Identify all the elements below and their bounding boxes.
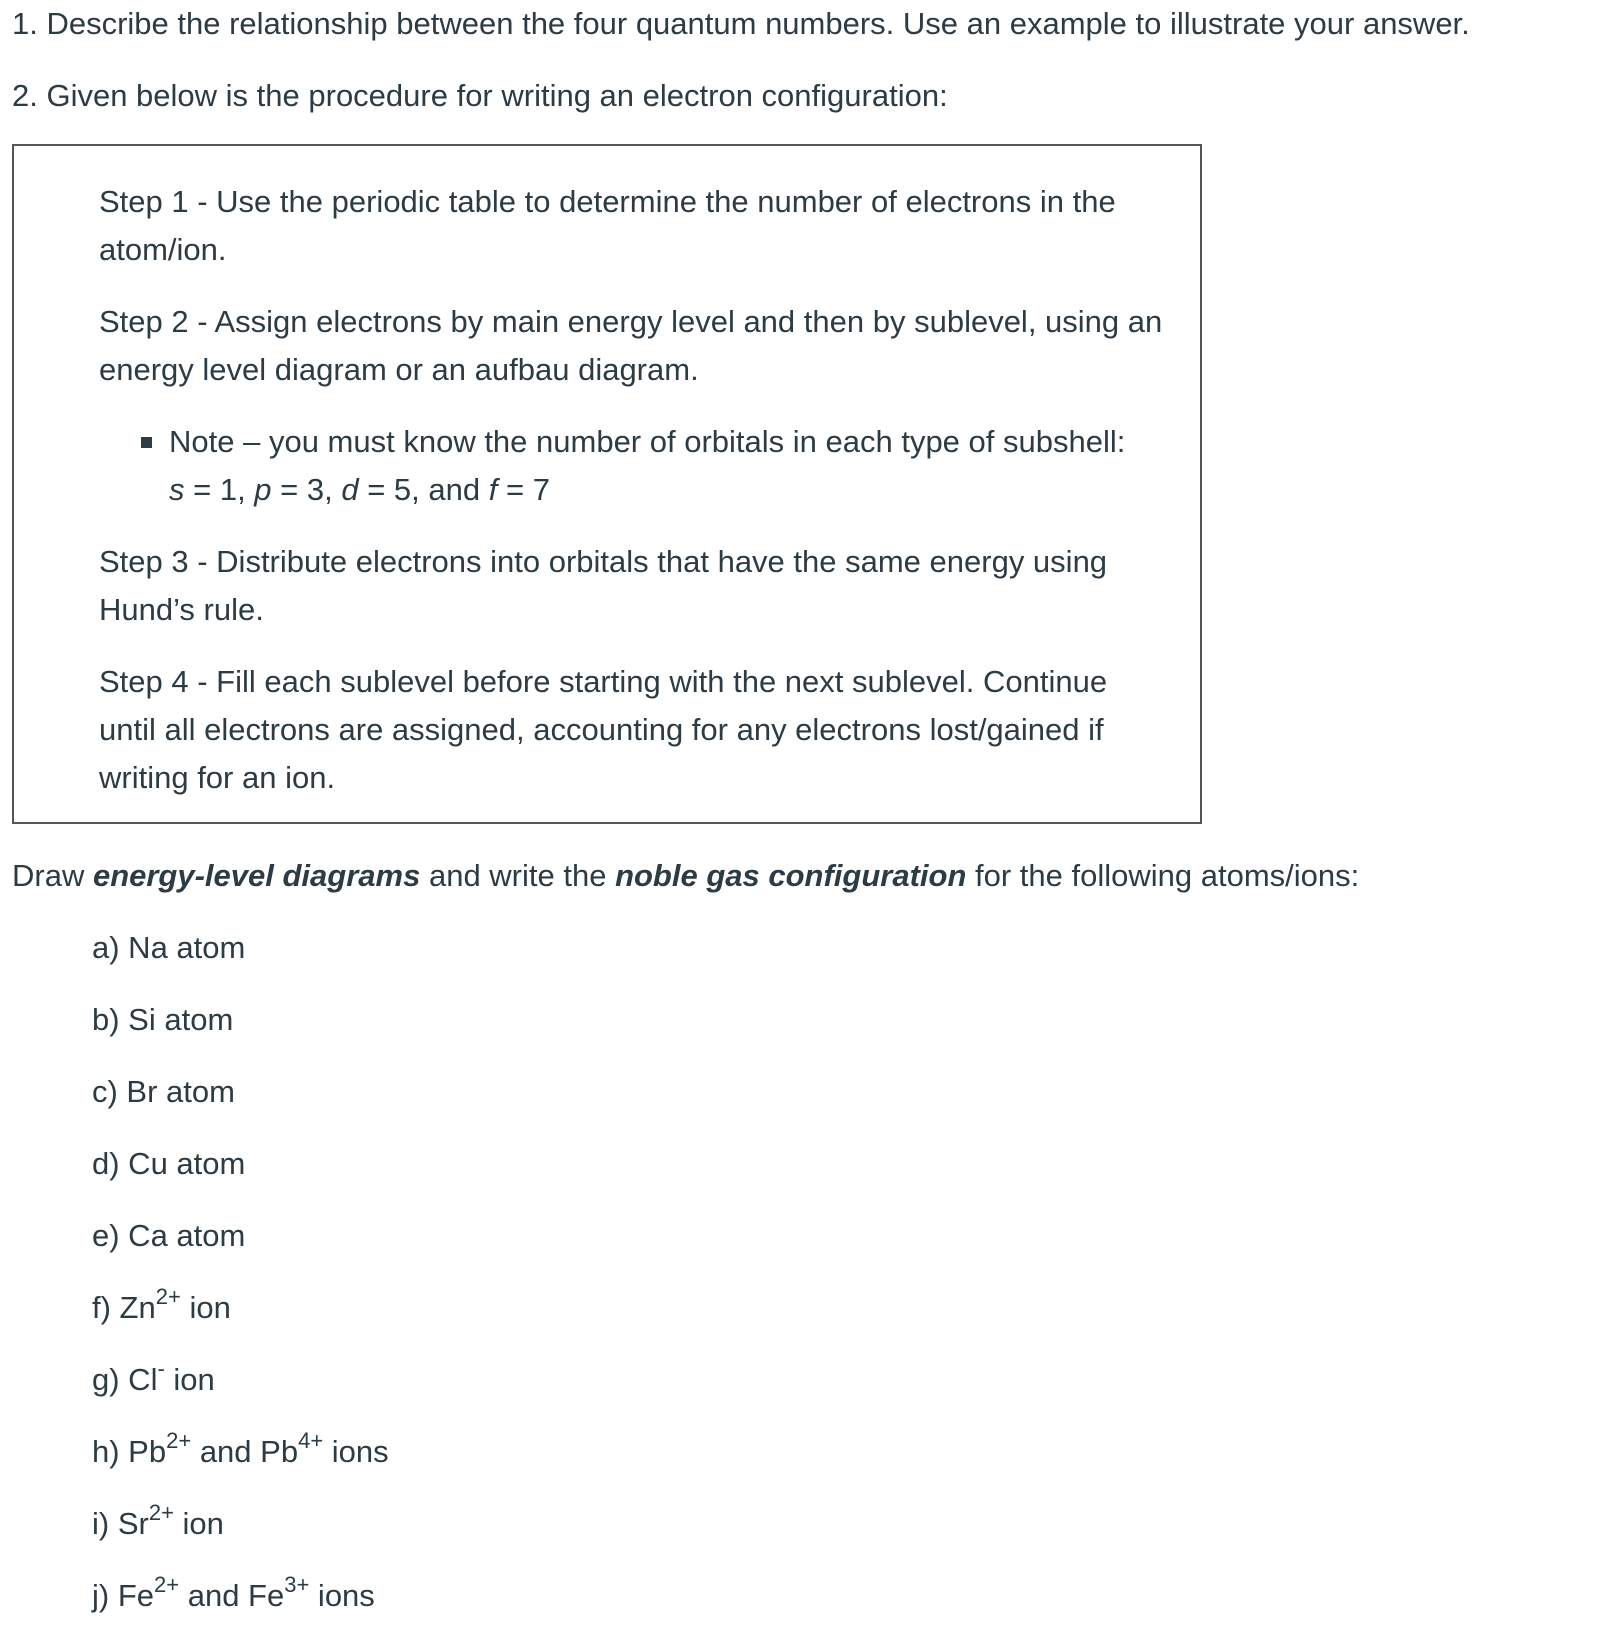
instruction-prefix: Draw [12,858,93,893]
item-h [92,1428,389,1476]
instruction-bold-1: energy-level diagrams [92,858,421,893]
step-2 [99,298,1179,394]
step-1 [99,178,1179,274]
step-1-line-1: Step 1 - Use the periodic table to determine the number of electrons in the [99,184,1116,219]
item-j-charge-1: 2+ [154,1571,180,1597]
item-c: c) Br atom [92,1074,235,1109]
item-h-middle: and Pb [191,1434,299,1469]
step-2-line-2: energy level diagram or an aufbau diagram. [99,352,699,387]
step-4-line-2: until all electrons are assigned, accounting for any electrons lost/gained if [99,712,1104,747]
item-d: d) Cu atom [92,1146,246,1181]
step-3 [99,538,1179,634]
note-p: p [254,472,272,507]
instruction-bold-2: noble gas configuration [615,858,967,893]
step-3-line-1: Step 3 - Distribute electrons into orbitals that have the same energy using [99,544,1108,579]
item-i-charge: 2+ [148,1499,174,1525]
instruction-suffix: for the following atoms/ions: [966,858,1360,893]
item-g-text: g) Cl [92,1362,158,1397]
item-h-charge-1: 2+ [166,1427,192,1453]
item-j [92,1572,375,1620]
question-1: 1. Describe the relationship between the four quantum numbers. Use an example to illustrate your answer. [12,6,1470,41]
item-g-charge: - [157,1355,165,1381]
note-line-2 [169,466,1179,514]
item-j-middle: and Fe [179,1578,285,1613]
question-2: 2. Given below is the procedure for writing an electron configuration: [12,78,948,113]
step-3-line-2: Hund’s rule. [99,592,264,627]
item-j-text: j) Fe [92,1578,154,1613]
instruction [12,852,1359,900]
item-i [92,1500,224,1548]
item-f [92,1284,231,1332]
item-h-text: h) Pb [92,1434,167,1469]
item-f-suffix: ion [180,1290,231,1325]
item-i-suffix: ion [173,1506,224,1541]
instruction-middle: and write the [420,858,616,893]
item-h-charge-2: 4+ [298,1427,324,1453]
note-f-value: = 7 [497,472,550,507]
note-d-value: = 5, and [358,472,489,507]
item-f-text: f) Zn [92,1290,156,1325]
item-i-text: i) Sr [92,1506,149,1541]
item-j-charge-2: 3+ [284,1571,310,1597]
step-1-line-2: atom/ion. [99,232,227,267]
item-f-charge: 2+ [155,1283,181,1309]
step-4 [99,658,1179,802]
item-g-suffix: ion [164,1362,215,1397]
note-d: d [341,472,359,507]
item-b: b) Si atom [92,1002,234,1037]
item-e: e) Ca atom [92,1218,246,1253]
note-s-value: = 1, [184,472,255,507]
step-4-line-1: Step 4 - Fill each sublevel before starting with the next sublevel. Continue [99,664,1108,699]
item-h-suffix: ions [323,1434,389,1469]
note [169,418,1179,514]
note-f: f [488,472,498,507]
note-p-value: = 3, [271,472,342,507]
item-a: a) Na atom [92,930,246,965]
note-line-1: Note – you must know the number of orbitals in each type of subshell: [169,424,1126,459]
item-g [92,1356,215,1404]
step-4-line-3: writing for an ion. [99,760,336,795]
item-j-suffix: ions [309,1578,375,1613]
step-2-line-1: Step 2 - Assign electrons by main energy level and then by sublevel, using an [99,304,1163,339]
note-s: s [169,472,185,507]
procedure-box [12,144,1202,824]
square-bullet-icon [141,437,152,448]
